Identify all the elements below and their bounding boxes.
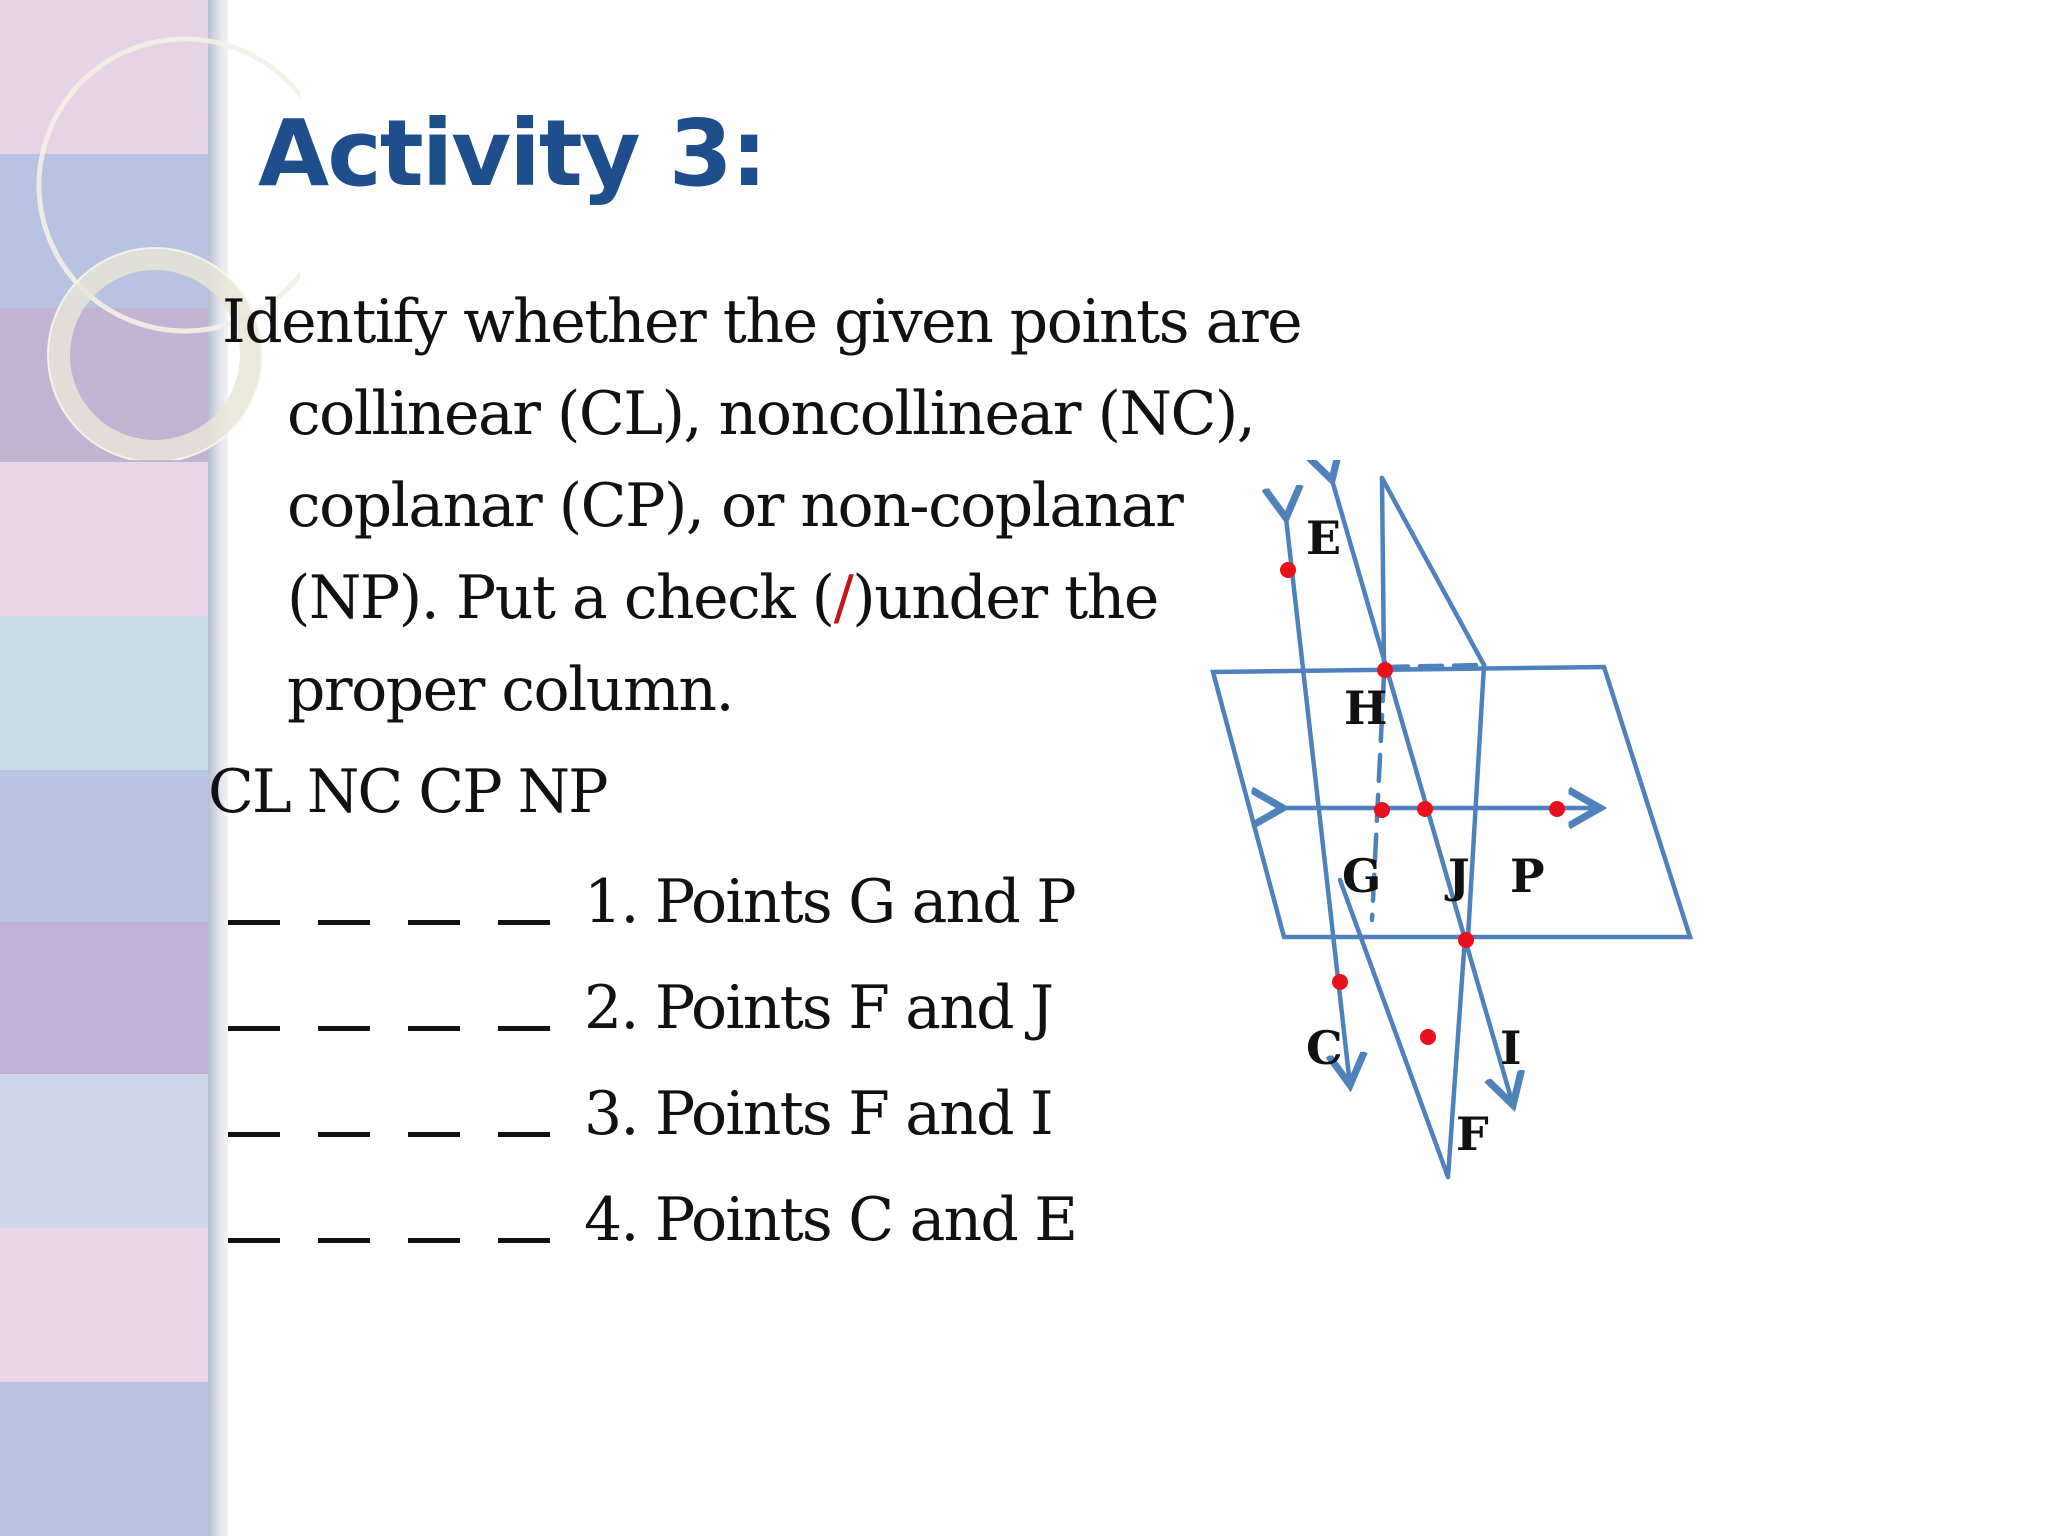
vertical-plane-edge <box>1382 478 1384 668</box>
label-i: I <box>1500 1021 1522 1075</box>
column-headers: CL NC CP NP <box>208 757 607 827</box>
answer-blank-cl[interactable] <box>228 1238 280 1243</box>
point-c <box>1332 974 1348 990</box>
label-h: H <box>1344 681 1388 735</box>
answer-blank-nc[interactable] <box>318 1238 370 1243</box>
answer-blank-np[interactable] <box>498 1132 550 1137</box>
check-mark-symbol: / <box>833 563 853 633</box>
answer-blank-np[interactable] <box>498 920 550 925</box>
answer-blank-np[interactable] <box>498 1238 550 1243</box>
answer-blank-nc[interactable] <box>318 920 370 925</box>
slide-title: Activity 3: <box>258 100 766 207</box>
label-j: J <box>1448 849 1470 903</box>
vertical-plane-edge <box>1340 880 1448 1177</box>
point-j <box>1417 801 1433 817</box>
stripe-band <box>0 770 228 922</box>
question-label: 2. Points F and J <box>584 973 1053 1043</box>
stripe-band <box>0 1228 228 1382</box>
label-e: E <box>1306 511 1342 565</box>
answer-blank-nc[interactable] <box>318 1026 370 1031</box>
stripe-band <box>0 922 228 1074</box>
point-h <box>1377 662 1393 678</box>
line-hi <box>1332 480 1513 1105</box>
stripe-band <box>0 1382 228 1536</box>
answer-blank-cp[interactable] <box>408 1238 460 1243</box>
answer-blank-cl[interactable] <box>228 1132 280 1137</box>
stripe-band <box>0 462 228 616</box>
point-i-plane <box>1458 932 1474 948</box>
instruction-text <box>222 276 1347 736</box>
stripe-band <box>0 616 228 770</box>
answer-blank-cp[interactable] <box>408 920 460 925</box>
question-label: 4. Points C and E <box>584 1185 1077 1255</box>
label-g: G <box>1342 849 1382 903</box>
stripe-band <box>0 1074 228 1228</box>
vertical-plane-hidden-edge <box>1386 665 1484 667</box>
vertical-plane-edge <box>1382 478 1484 665</box>
instruction-text-part: )under the proper column. <box>287 563 1158 725</box>
label-c: C <box>1306 1021 1343 1075</box>
question-label: 1. Points G and P <box>584 867 1075 937</box>
question-label: 3. Points F and I <box>584 1079 1052 1149</box>
answer-blank-cl[interactable] <box>228 1026 280 1031</box>
answer-blank-cp[interactable] <box>408 1132 460 1137</box>
label-p: P <box>1510 849 1545 903</box>
point-g <box>1374 802 1390 818</box>
answer-blank-nc[interactable] <box>318 1132 370 1137</box>
point-f <box>1420 1029 1436 1045</box>
label-f: F <box>1456 1107 1489 1161</box>
vertical-plane-edge <box>1468 665 1484 937</box>
geometry-figure <box>1180 460 1720 1190</box>
answer-blank-cl[interactable] <box>228 920 280 925</box>
line-ce <box>1286 518 1350 1085</box>
answer-blank-np[interactable] <box>498 1026 550 1031</box>
instruction-text-part: Identify whether the given points are collinear (CL), noncollinear (NC), coplanar (CP), or non-coplanar (NP). Put a check ( <box>222 287 1302 633</box>
point-p <box>1549 801 1565 817</box>
answer-blank-cp[interactable] <box>408 1026 460 1031</box>
point-e <box>1280 562 1296 578</box>
